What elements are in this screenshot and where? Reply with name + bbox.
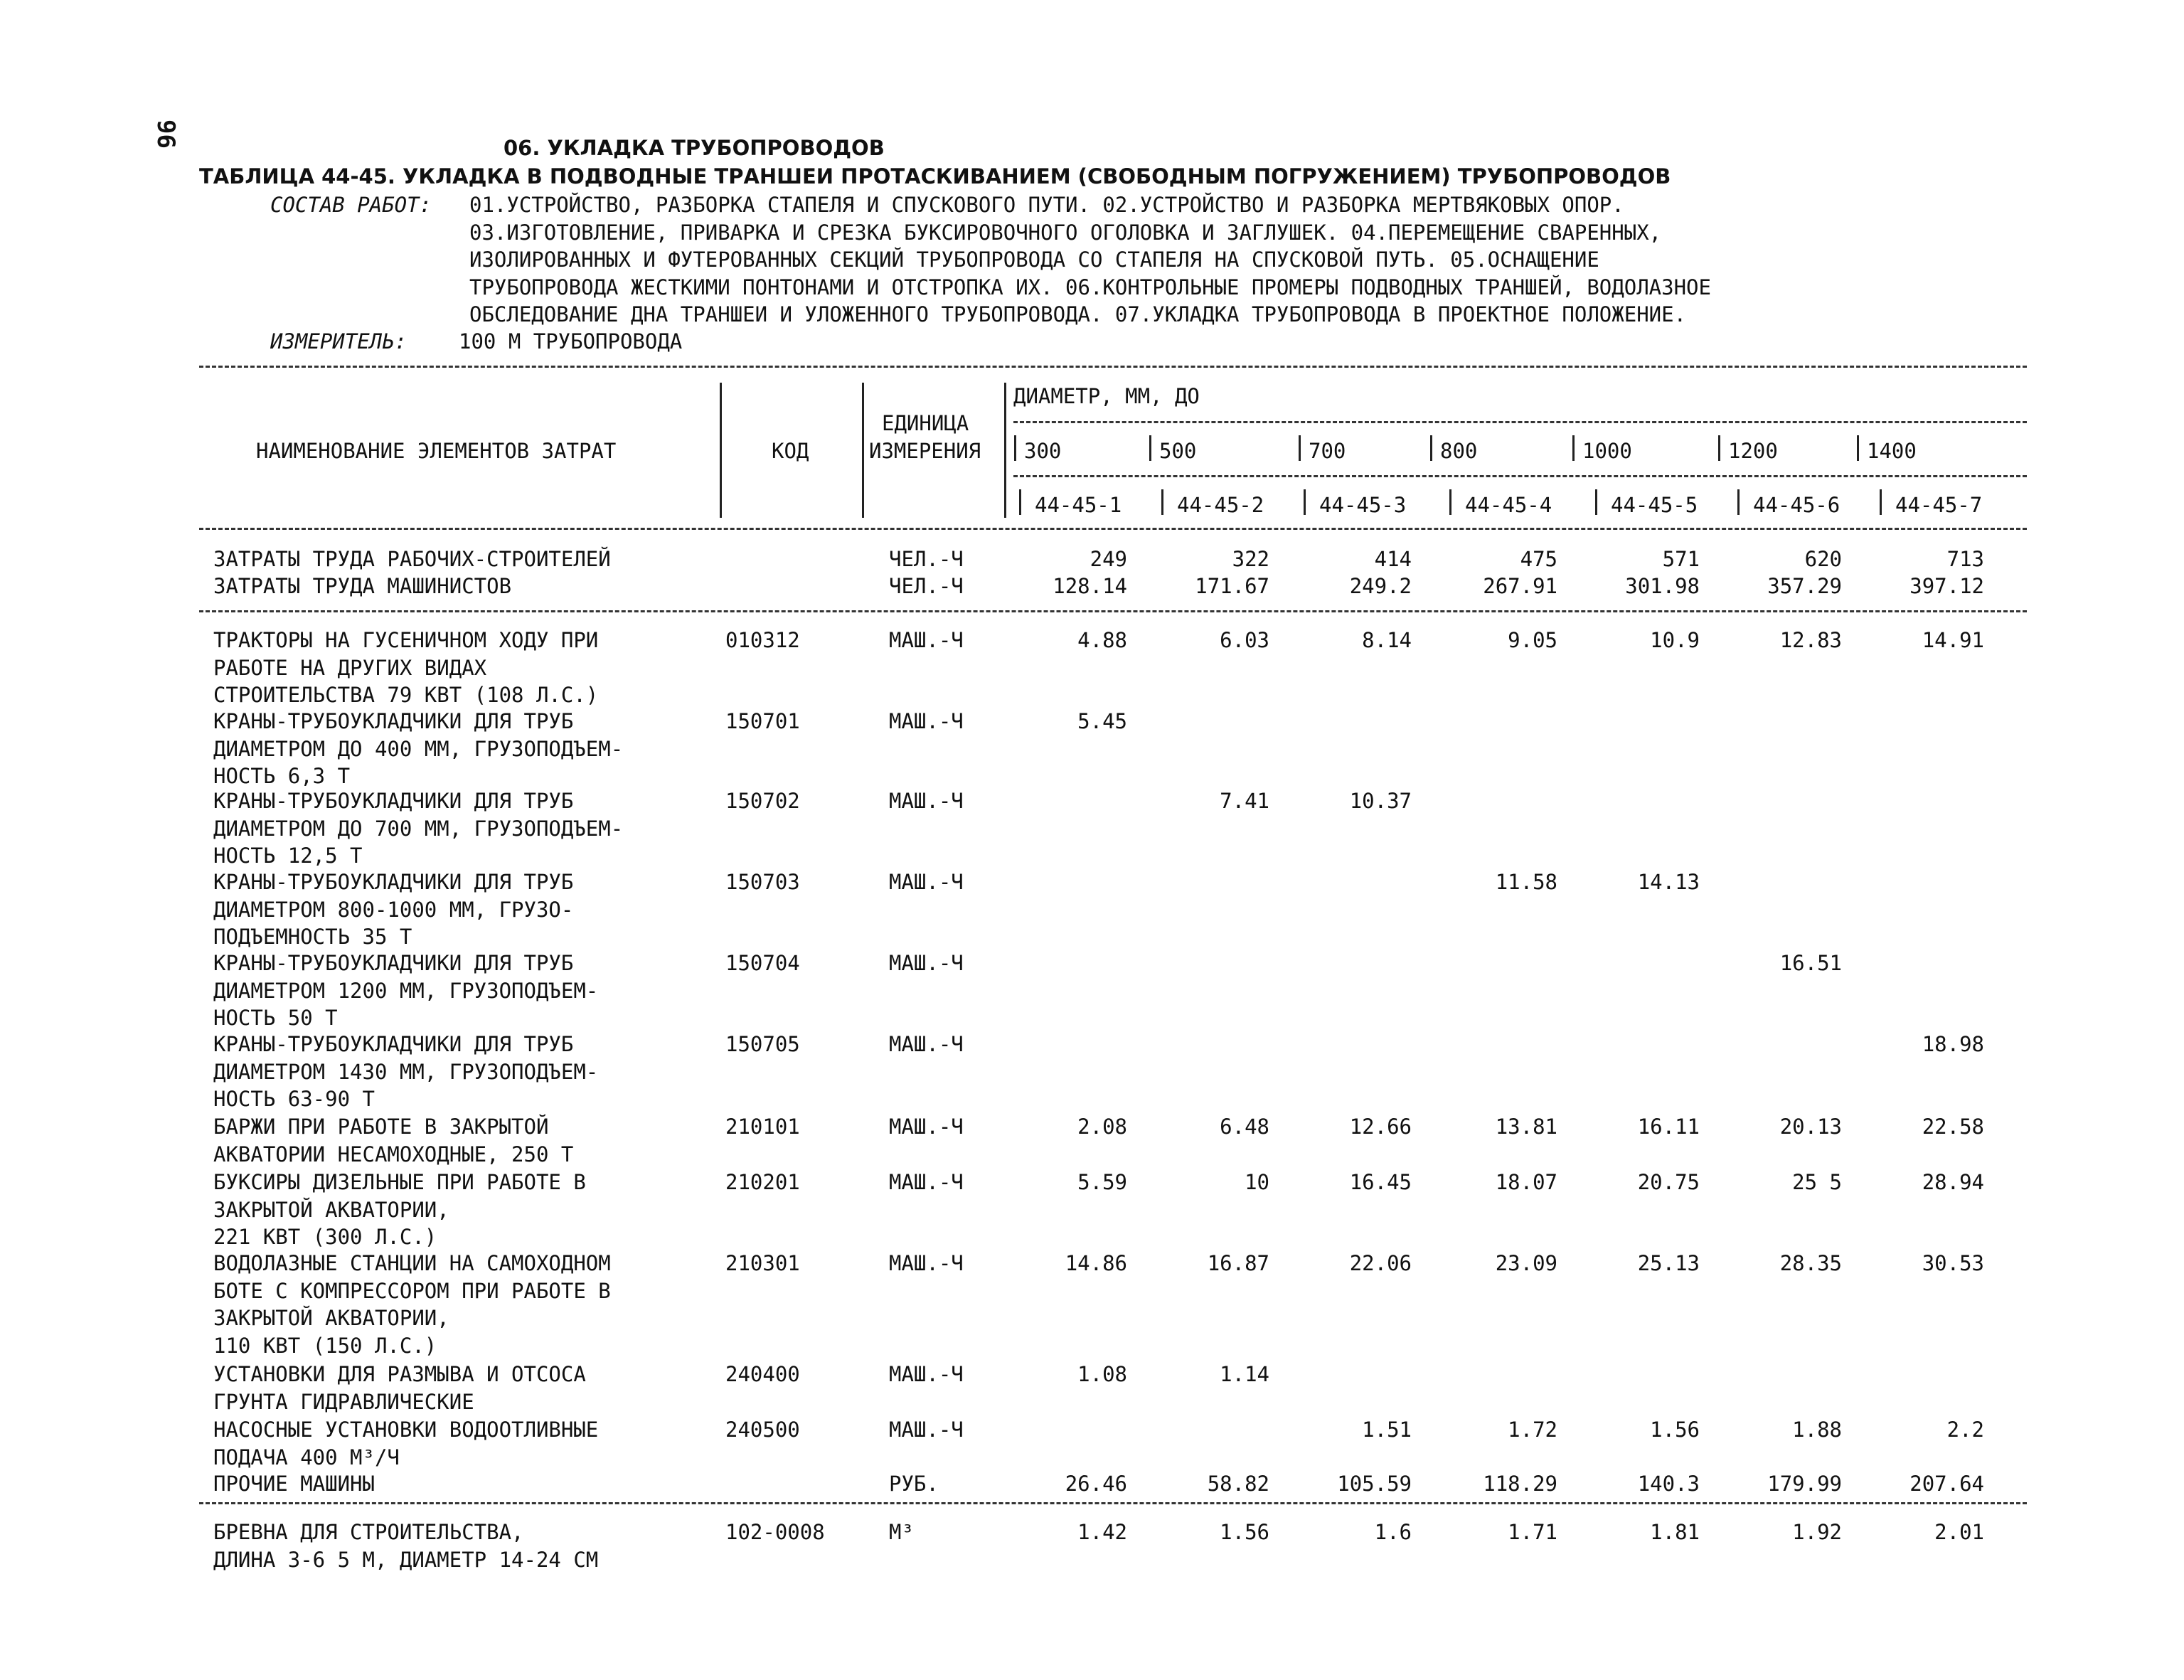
vbar-code-col <box>1595 489 1597 515</box>
row-name: КРАНЫ-ТРУБОУКЛАДЧИКИ ДЛЯ ТРУБ <box>213 789 574 813</box>
diameter-header: 700 <box>1309 439 1346 463</box>
row-value: 6.48 <box>1220 1115 1269 1139</box>
row-value: 1.88 <box>1792 1418 1842 1442</box>
header-diameter: ДИАМЕТР, ММ, ДО <box>1013 384 1200 408</box>
work-line: ИЗОЛИРОВАННЫХ И ФУТЕРОВАННЫХ СЕКЦИЙ ТРУБОПРОВОДА СО СТАПЕЛЯ НА СПУСКОВОЙ ПУТЬ. 05.ОСНАЩЕНИЕ <box>469 248 1599 272</box>
row-value: 1.71 <box>1508 1520 1557 1544</box>
row-name: КРАНЫ-ТРУБОУКЛАДЧИКИ ДЛЯ ТРУБ <box>213 951 574 975</box>
row-code: 150702 <box>725 789 800 813</box>
row-value: 10 <box>1245 1170 1269 1194</box>
row-unit: ЧЕЛ.-Ч <box>889 574 964 598</box>
row-value: 12.66 <box>1349 1115 1412 1139</box>
row-value: 10.37 <box>1349 789 1412 813</box>
row-value: 2.08 <box>1077 1115 1127 1139</box>
row-value: 414 <box>1374 547 1412 571</box>
row-value: 1.42 <box>1077 1520 1127 1544</box>
vbar-diameter <box>1299 435 1301 461</box>
row-value: 128.14 <box>1053 574 1127 598</box>
vbar-diameter <box>1430 435 1432 461</box>
row-unit: МАШ.-Ч <box>889 789 964 813</box>
work-line: 03.ИЗГОТОВЛЕНИЕ, ПРИВАРКА И СРЕЗКА БУКСИРОВОЧНОГО ОГОЛОВКА И ЗАГЛУШЕК. 04.ПЕРЕМЕЩЕНИЕ СВАРЕННЫХ, <box>469 220 1662 245</box>
row-value: 58.82 <box>1207 1472 1269 1496</box>
vbar-diameter <box>1149 435 1151 461</box>
row-name: НОСТЬ 6,3 Т <box>213 764 351 788</box>
vbar-code-col <box>1737 489 1740 515</box>
row-name: УСТАНОВКИ ДЛЯ РАЗМЫВА И ОТСОСА <box>213 1362 586 1386</box>
row-code: 150704 <box>725 951 800 975</box>
code-header: 44-45-4 <box>1465 493 1552 517</box>
row-value: 26.46 <box>1065 1472 1127 1496</box>
row-value: 14.86 <box>1065 1251 1127 1275</box>
code-header: 44-45-5 <box>1611 493 1698 517</box>
row-value: 397.12 <box>1909 574 1984 598</box>
row-value: 5.59 <box>1077 1170 1127 1194</box>
row-value: 2.2 <box>1946 1418 1984 1442</box>
code-header: 44-45-7 <box>1895 493 1983 517</box>
row-value: 1.72 <box>1508 1418 1557 1442</box>
row-value: 8.14 <box>1362 628 1412 652</box>
row-value: 1.6 <box>1374 1520 1412 1544</box>
row-value: 30.53 <box>1922 1251 1984 1275</box>
row-name: НАСОСНЫЕ УСТАНОВКИ ВОДООТЛИВНЫЕ <box>213 1418 599 1442</box>
code-header: 44-45-3 <box>1319 493 1407 517</box>
row-value: 11.58 <box>1495 870 1557 894</box>
row-unit: МАШ.-Ч <box>889 951 964 975</box>
row-value: 16.51 <box>1779 951 1842 975</box>
work-line: ТРУБОПРОВОДА ЖЕСТКИМИ ПОНТОНАМИ И ОТСТРОПКА ИХ. 06.КОНТРОЛЬНЫЕ ПРОМЕРЫ ПОДВОДНЫХ ТРАНШЕЙ, ВОДОЛАЗНОЕ <box>469 275 1711 299</box>
diameter-header: 300 <box>1024 439 1062 463</box>
row-value: 25.13 <box>1637 1251 1700 1275</box>
vbar-code <box>862 383 864 518</box>
row-name: НОСТЬ 50 Т <box>213 1006 338 1030</box>
row-unit: МАШ.-Ч <box>889 628 964 652</box>
row-code: 240500 <box>725 1418 800 1442</box>
diameter-header: 800 <box>1440 439 1478 463</box>
header-unit-line2: ИЗМЕРЕНИЯ <box>869 439 981 463</box>
row-name: 110 КВТ (150 Л.С.) <box>213 1333 437 1358</box>
row-unit: РУБ. <box>889 1472 939 1496</box>
row-name: ВОДОЛАЗНЫЕ СТАНЦИИ НА САМОХОДНОМ <box>213 1251 611 1275</box>
row-name: ЗАКРЫТОЙ АКВАТОРИИ, <box>213 1306 449 1330</box>
row-value: 267.91 <box>1483 574 1557 598</box>
measure-value: 100 М ТРУБОПРОВОДА <box>459 329 683 353</box>
row-name: ДЛИНА 3-6 5 М, ДИАМЕТР 14-24 СМ <box>213 1547 599 1572</box>
row-value: 1.14 <box>1220 1362 1269 1386</box>
row-code: 210201 <box>725 1170 800 1194</box>
rule-labor-bottom <box>199 610 2027 612</box>
row-unit: МАШ.-Ч <box>889 1418 964 1442</box>
row-name: БРЕВНА ДЛЯ СТРОИТЕЛЬСТВА, <box>213 1520 524 1544</box>
row-value: 301.98 <box>1625 574 1700 598</box>
row-value: 1.51 <box>1362 1418 1412 1442</box>
table-title: ТАБЛИЦА 44-45. УКЛАДКА В ПОДВОДНЫЕ ТРАНШЕИ ПРОТАСКИВАНИЕМ (СВОБОДНЫМ ПОГРУЖЕНИЕМ) ТРУБОПРОВОДОВ <box>199 164 1671 188</box>
diameter-header: 500 <box>1159 439 1197 463</box>
vbar-diameter <box>1857 435 1859 461</box>
vbar-code-col <box>1449 489 1451 515</box>
row-code: 210301 <box>725 1251 800 1275</box>
row-name: НОСТЬ 63-90 Т <box>213 1087 375 1111</box>
row-value: 16.45 <box>1349 1170 1412 1194</box>
row-value: 357.29 <box>1767 574 1842 598</box>
vbar-code-col <box>1161 489 1163 515</box>
vbar-code-col <box>1304 489 1306 515</box>
row-value: 179.99 <box>1767 1472 1842 1496</box>
row-name: СТРОИТЕЛЬСТВА 79 КВТ (108 Л.С.) <box>213 683 599 707</box>
row-value: 105.59 <box>1337 1472 1412 1496</box>
row-value: 6.03 <box>1220 628 1269 652</box>
row-value: 22.06 <box>1349 1251 1412 1275</box>
row-value: 7.41 <box>1220 789 1269 813</box>
row-value: 713 <box>1946 547 1984 571</box>
row-value: 140.3 <box>1637 1472 1700 1496</box>
row-name: КРАНЫ-ТРУБОУКЛАДЧИКИ ДЛЯ ТРУБ <box>213 709 574 733</box>
rule-diameter <box>1013 421 2027 423</box>
work-line: 01.УСТРОЙСТВО, РАЗБОРКА СТАПЕЛЯ И СПУСКОВОГО ПУТИ. 02.УСТРОЙСТВО И РАЗБОРКА МЕРТВЯКОВЫХ ОПОР. <box>469 193 1624 217</box>
row-value: 1.81 <box>1650 1520 1700 1544</box>
row-value: 1.92 <box>1792 1520 1842 1544</box>
work-label: СОСТАВ РАБОТ: <box>270 193 432 217</box>
row-value: 12.83 <box>1779 628 1842 652</box>
row-value: 1.08 <box>1077 1362 1127 1386</box>
row-value: 620 <box>1804 547 1842 571</box>
row-code: 150703 <box>725 870 800 894</box>
row-name: КРАНЫ-ТРУБОУКЛАДЧИКИ ДЛЯ ТРУБ <box>213 1032 574 1056</box>
section-title: 06. УКЛАДКА ТРУБОПРОВОДОВ <box>504 136 885 160</box>
row-name: БУКСИРЫ ДИЗЕЛЬНЫЕ ПРИ РАБОТЕ В <box>213 1170 586 1194</box>
row-value: 14.13 <box>1637 870 1700 894</box>
vbar-code-col <box>1880 489 1882 515</box>
row-unit: МАШ.-Ч <box>889 709 964 733</box>
row-value: 249 <box>1090 547 1127 571</box>
row-value: 5.45 <box>1077 709 1127 733</box>
header-unit-line1: ЕДИНИЦА <box>882 411 969 435</box>
row-name: 221 КВТ (300 Л.С.) <box>213 1225 437 1249</box>
row-value: 16.87 <box>1207 1251 1269 1275</box>
row-code: 010312 <box>725 628 800 652</box>
row-value: 18.07 <box>1495 1170 1557 1194</box>
diameter-header: 1200 <box>1728 439 1778 463</box>
diameter-header: 1400 <box>1867 439 1917 463</box>
row-unit: МАШ.-Ч <box>889 1362 964 1386</box>
row-name: ЗАТРАТЫ ТРУДА РАБОЧИХ-СТРОИТЕЛЕЙ <box>213 547 611 571</box>
row-name: НОСТЬ 12,5 Т <box>213 844 363 868</box>
row-name: ДИАМЕТРОМ 1200 ММ, ГРУЗОПОДЪЕМ- <box>213 978 599 1003</box>
row-value: 571 <box>1662 547 1700 571</box>
row-value: 10.9 <box>1650 628 1700 652</box>
row-value: 25 5 <box>1792 1170 1842 1194</box>
row-name: ДИАМЕТРОМ 800-1000 ММ, ГРУЗО- <box>213 897 574 922</box>
row-name: ПОДЪЕМНОСТЬ 35 Т <box>213 925 412 949</box>
row-code: 210101 <box>725 1115 800 1139</box>
row-unit: МАШ.-Ч <box>889 870 964 894</box>
row-value: 23.09 <box>1495 1251 1557 1275</box>
header-code: КОД <box>772 439 809 463</box>
row-value: 1.56 <box>1220 1520 1269 1544</box>
row-value: 28.35 <box>1779 1251 1842 1275</box>
row-value: 4.88 <box>1077 628 1127 652</box>
header-name: НАИМЕНОВАНИЕ ЭЛЕМЕНТОВ ЗАТРАТ <box>256 439 617 463</box>
row-value: 20.75 <box>1637 1170 1700 1194</box>
row-unit: ЧЕЛ.-Ч <box>889 547 964 571</box>
rule-machines-bottom <box>199 1502 2027 1504</box>
row-value: 16.11 <box>1637 1115 1700 1139</box>
row-value: 2.01 <box>1934 1520 1984 1544</box>
row-name: ПРОЧИЕ МАШИНЫ <box>213 1472 375 1496</box>
row-code: 150701 <box>725 709 800 733</box>
measure-label: ИЗМЕРИТЕЛЬ: <box>270 329 407 353</box>
row-unit: М³ <box>889 1520 914 1544</box>
work-line: ОБСЛЕДОВАНИЕ ДНА ТРАНШЕИ И УЛОЖЕННОГО ТРУБОПРОВОДА. 07.УКЛАДКА ТРУБОПРОВОДА В ПРОЕКТНОЕ ПОЛОЖЕНИЕ. <box>469 302 1687 326</box>
rule-codes <box>1013 475 2027 477</box>
row-value: 249.2 <box>1349 574 1412 598</box>
row-unit: МАШ.-Ч <box>889 1115 964 1139</box>
row-value: 9.05 <box>1508 628 1557 652</box>
vbar-unit <box>1004 383 1006 518</box>
row-value: 22.58 <box>1922 1115 1984 1139</box>
diameter-header: 1000 <box>1582 439 1632 463</box>
row-value: 118.29 <box>1483 1472 1557 1496</box>
row-value: 13.81 <box>1495 1115 1557 1139</box>
row-value: 475 <box>1520 547 1557 571</box>
row-name: ЗАТРАТЫ ТРУДА МАШИНИСТОВ <box>213 574 512 598</box>
row-name: АКВАТОРИИ НЕСАМОХОДНЫЕ, 250 Т <box>213 1142 574 1166</box>
vbar-code-col <box>1019 489 1021 515</box>
row-code: 150705 <box>725 1032 800 1056</box>
row-unit: МАШ.-Ч <box>889 1170 964 1194</box>
vbar-diameter <box>1572 435 1575 461</box>
row-value: 28.94 <box>1922 1170 1984 1194</box>
row-name: ДИАМЕТРОМ ДО 400 ММ, ГРУЗОПОДЪЕМ- <box>213 736 624 761</box>
row-name: ДИАМЕТРОМ ДО 700 ММ, ГРУЗОПОДЪЕМ- <box>213 816 624 841</box>
code-header: 44-45-6 <box>1753 493 1841 517</box>
row-code: 102-0008 <box>725 1520 825 1544</box>
vbar-diameter <box>1718 435 1720 461</box>
row-name: РАБОТЕ НА ДРУГИХ ВИДАХ <box>213 655 487 680</box>
row-value: 1.56 <box>1650 1418 1700 1442</box>
code-header: 44-45-2 <box>1177 493 1264 517</box>
vbar-diameter <box>1014 435 1016 461</box>
code-header: 44-45-1 <box>1035 493 1122 517</box>
vbar-name <box>720 383 722 518</box>
row-name: БОТЕ С КОМПРЕССОРОМ ПРИ РАБОТЕ В <box>213 1278 611 1303</box>
row-value: 20.13 <box>1779 1115 1842 1139</box>
row-name: ЗАКРЫТОЙ АКВАТОРИИ, <box>213 1197 449 1222</box>
row-name: КРАНЫ-ТРУБОУКЛАДЧИКИ ДЛЯ ТРУБ <box>213 870 574 894</box>
row-name: ГРУНТА ГИДРАВЛИЧЕСКИЕ <box>213 1389 474 1414</box>
row-name: ДИАМЕТРОМ 1430 ММ, ГРУЗОПОДЪЕМ- <box>213 1059 599 1084</box>
row-name: БАРЖИ ПРИ РАБОТЕ В ЗАКРЫТОЙ <box>213 1115 549 1139</box>
page-number: 96 <box>151 119 180 149</box>
rule-top <box>199 366 2027 368</box>
rule-header-bottom <box>199 528 2027 530</box>
row-name: ТРАКТОРЫ НА ГУСЕНИЧНОМ ХОДУ ПРИ <box>213 628 599 652</box>
row-value: 207.64 <box>1909 1472 1984 1496</box>
row-value: 18.98 <box>1922 1032 1984 1056</box>
row-value: 14.91 <box>1922 628 1984 652</box>
row-unit: МАШ.-Ч <box>889 1251 964 1275</box>
row-code: 240400 <box>725 1362 800 1386</box>
row-unit: МАШ.-Ч <box>889 1032 964 1056</box>
row-value: 322 <box>1232 547 1269 571</box>
row-name: ПОДАЧА 400 М³/Ч <box>213 1445 400 1469</box>
row-value: 171.67 <box>1195 574 1269 598</box>
